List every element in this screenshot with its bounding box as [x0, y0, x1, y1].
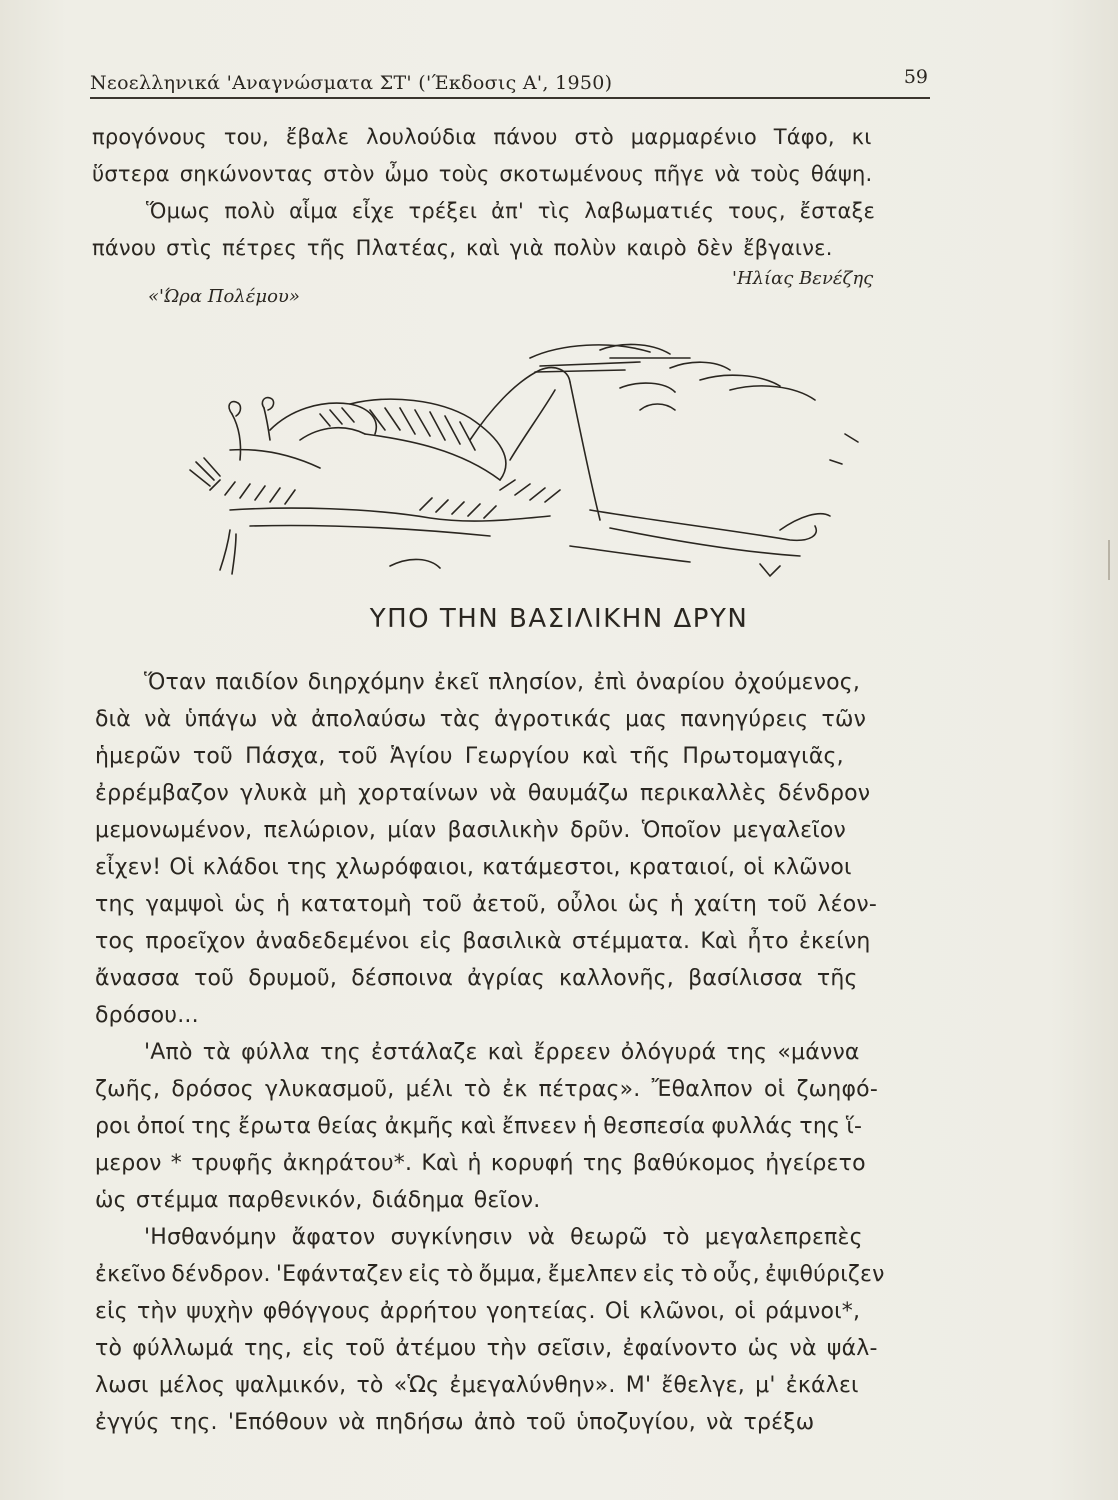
text-line: ὕστερα σηκώνοντας στὸν ὦμο τοὺς σκοτωμένους πῆγε νὰ τοὺς θάψη.	[92, 162, 873, 186]
text-line: ἄνασσα τοῦ δρυμοῦ, δέσποινα ἀγρίας καλλονῆς, βασίλισσα τῆς	[95, 966, 858, 991]
text-line: της γαμψοὶ ὡς ἡ κατατομὴ τοῦ ἀετοῦ, οὖλοι ὡς ἡ χαίτη τοῦ λέον-	[95, 892, 878, 917]
text-line: μερον * τρυφῆς ἀκηράτου*. Καὶ ἡ κορυφή της βαθύκομος ἠγείρετο	[95, 1151, 866, 1176]
text-line: εἰς τὴν ψυχὴν φθόγγους ἀρρήτου γοητείας. Οἱ κλῶνοι, οἱ ράμνοι*,	[95, 1299, 861, 1324]
text-line: Ὅταν παιδίον διηρχόμην ἐκεῖ πλησίον, ἐπὶ ὀναρίου ὀχούμενος,	[144, 670, 861, 695]
text-line: προγόνους του, ἔβαλε λουλούδια πάνου στὸ μαρμαρένιο Τάφο, κι	[92, 125, 872, 149]
source-title: «'Ώρα Πολέμου»	[148, 286, 300, 307]
text-line: τὸ φύλλωμά της, εἰς τοῦ ἀτέμου τὴν σεῖσιν, ἐφαίνοντο ὡς νὰ ψάλ-	[95, 1336, 878, 1361]
text-line: ροι ὀποί της ἔρωτα θείας ἀκμῆς καὶ ἔπνεεν ἡ θεσπεσία φυλλάς της ἵ-	[95, 1114, 863, 1139]
text-line: διὰ νὰ ὑπάγω νὰ ἀπολαύσω τὰς ἀγροτικάς μας πανηγύρεις τῶν	[95, 707, 867, 732]
text-line: 'Ησθανόμην ἄφατον συγκίνησιν νὰ θεωρῶ τὸ μεγαλεπρεπὲς	[144, 1225, 863, 1250]
text-line: ἡμερῶν τοῦ Πάσχα, τοῦ Ἁγίου Γεωργίου καὶ τῆς Πρωτομαγιᾶς,	[95, 744, 844, 769]
text-line: δρόσου...	[95, 1003, 199, 1028]
text-line: ἐρρέμβαζον γλυκὰ μὴ χορταίνων νὰ θαυμάζω περικαλλὲς δένδρον	[95, 781, 871, 806]
text-line: εἶχεν! Οἱ κλάδοι της χλωρόφαιοι, κατάμεστοι, κραταιοί, οἱ κλῶνοι	[95, 855, 852, 880]
text-line: ἐκεῖνο δένδρον. 'Εφάνταζεν εἰς τὸ ὄμμα, ἔμελπεν εἰς τὸ οὖς, ἐψιθύριζεν	[95, 1262, 885, 1287]
text-line: τος προεῖχον ἀναδεδεμένοι εἰς βασιλικὰ στέμματα. Καὶ ἦτο ἐκείνη	[95, 929, 871, 954]
text-line: πάνου στὶς πέτρες τῆς Πλατέας, καὶ γιὰ πολὺν καιρὸ δὲν ἔβγαινε.	[92, 236, 833, 260]
running-title: Νεοελληνικά 'Αναγνώσματα ΣΤ' ('Έκδοσις Α', 1950)	[90, 72, 613, 94]
text-line: 'Απὸ τὰ φύλλα της ἐστάλαζε καὶ ἔρρεεν ὀλόγυρά της «μάννα	[144, 1040, 860, 1065]
text-line: μεμονωμένον, πελώριον, μίαν βασιλικὴν δρῦν. Ὁποῖον μεγαλεῖον	[95, 818, 846, 843]
author-name: 'Ηλίας Βενέζης	[732, 268, 874, 289]
text-line: Ὅμως πολὺ αἷμα εἶχε τρέξει ἀπ' τὶς λαβωματιές τους, ἔσταξε	[146, 199, 876, 223]
text-line: ζωῆς, δρόσος γλυκασμοῦ, μέλι τὸ ἐκ πέτρας». Ἔθαλπον οἱ ζωηφό-	[95, 1077, 878, 1102]
text-line: ὡς στέμμα παρθενικόν, διάδημα θεῖον.	[95, 1188, 541, 1213]
page-number: 59	[903, 66, 928, 88]
section-title: ΥΠΟ ΤΗΝ ΒΑΣΙΛΙΚΗΝ ΔΡΥΝ	[369, 604, 749, 634]
text-line: λωσι μέλος ψαλμικόν, τὸ «Ὡς ἐμεγαλύνθην». Μ' ἔθελγε, μ' ἐκάλει	[95, 1373, 859, 1398]
text-line: ἐγγύς της. 'Επόθουν νὰ πηδήσω ἀπὸ τοῦ ὑποζυγίου, νὰ τρέξω	[95, 1410, 815, 1435]
